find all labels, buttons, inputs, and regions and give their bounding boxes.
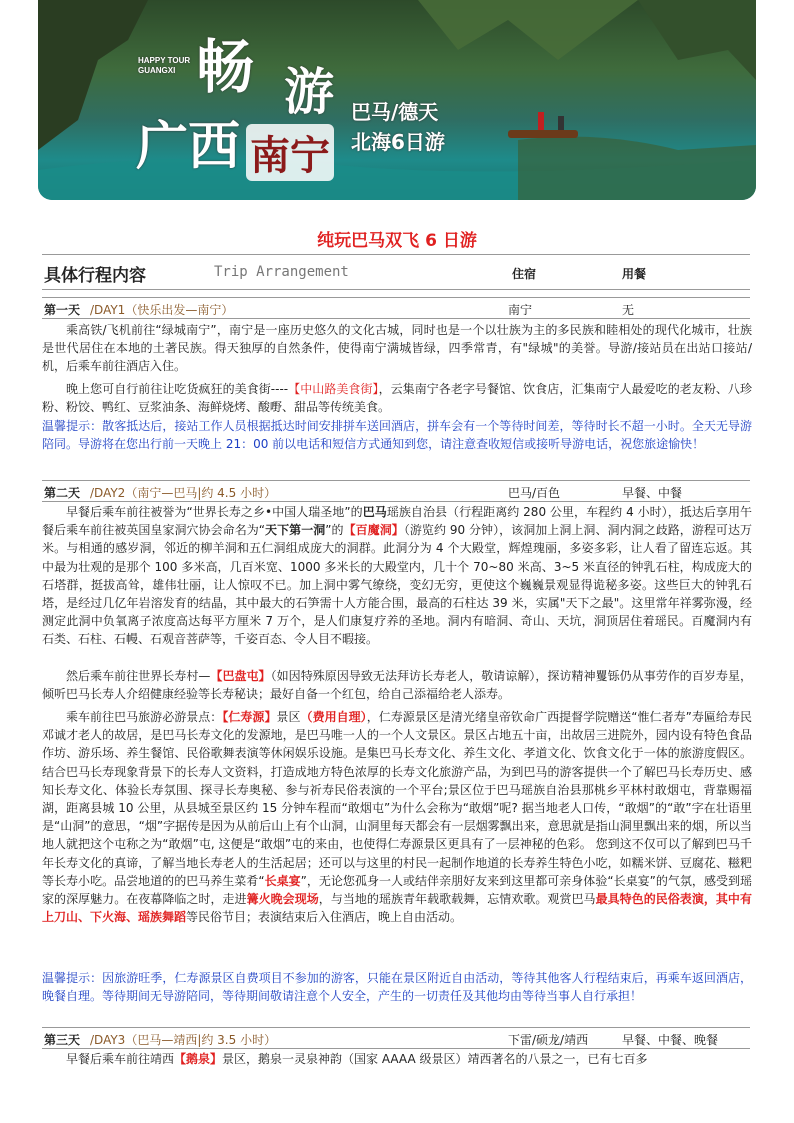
day3-number: 第三天 xyxy=(44,1033,81,1047)
day3-row xyxy=(42,1027,750,1049)
day1-paragraph-1: 乘高铁/飞机前往“绿城南宁”，南宁是一座历史悠久的文化古城，同时也是一个以壮族为主的多民族和睦相处的现代化城市，壮族是世代居住在本地的土著民族。得天独厚的自然条件，使得南宁满城皆绿，四季常青，有"绿城"的美誉。导游/接站员在出站口接站/机，后乘车前往酒店入住。 xyxy=(42,323,752,374)
day1-number: 第一天 xyxy=(44,303,81,317)
column-stay: 住宿 xyxy=(512,267,537,281)
section-header xyxy=(42,254,750,290)
day2-stay: 巴马/百色 xyxy=(508,486,561,500)
banner-nanning: 南宁 xyxy=(246,124,334,181)
day2-paragraph-1: 早餐后乘车前往被誉为“世界长寿之乡•中国人瑞圣地”的巴马瑶族自治县（行程距离约 280 公里，车程约 4 小时），抵达后享用午餐后乘车前往被英国皇家洞穴协会命名为“天下第一洞”的【百魔洞】（游览约 90 分钟），该洞加上洞上洞、洞内洞之歧路，游程可达万米。与相通的感岁洞，邻近的柳羊洞和五仁洞组成庞大的洞群。此洞分为 4 个大殿堂，辉煌瑰丽，多姿多彩，让人看了留连忘返。其中最为壮观的是那个 100 多米高，几百米宽、1000 多米长的大殿堂内，几十个 70~80 米高、3~5 米直径的钟乳石柱，构成庞大的石塔群，挺拔高耸，雄伟壮丽，让人惊叹不已。加上洞中雾气缭绕，变幻无穷，更使这个巍巍景观显得诡秘多姿。这些巨大的钟乳石塔，是经过几亿年岩溶发育的结晶，其中最大的石笋需十人方能合围，最高的石柱达 39 米，实属"天下之最"。这里常年祥雾弥漫，经测定此洞中负氧离子浓度高达每平方厘米 7 万个，是人们康复疗养的圣地。洞内有暗洞、奇山、天坑，洞顶居住着瑶民。百魔洞内有石类、石柱、石幔、石观音菩萨等，千姿百态、令人目不暇接。 xyxy=(42,505,752,647)
day3-meal: 早餐、中餐、晚餐 xyxy=(622,1033,719,1047)
column-meal: 用餐 xyxy=(622,267,647,281)
day1-tip: 温馨提示：散客抵达后，接站工作人员根据抵达时间安排拼车送回酒店，拼车会有一个等待时间差，等待时长不超一小时。全天无导游陪同。导游将在您出行前一天晚上 21：00 前以电话和短信方式通知到您，请注意查收短信或接听导游电话，祝您旅途愉快！ xyxy=(42,419,752,452)
banner-guangxi: 广西 xyxy=(136,117,241,177)
day2-row xyxy=(42,480,750,502)
day1-meal: 无 xyxy=(622,303,635,317)
day3-tag: /DAY3（巴马—靖西|约 3.5 小时） xyxy=(90,1033,277,1047)
day1-stay: 南宁 xyxy=(508,303,533,317)
banner-subtitle-2: 北海6日游 xyxy=(351,130,445,154)
day2-tag: /DAY2（南宁—巴马|约 4.5 小时） xyxy=(90,486,277,500)
banner-photo xyxy=(38,0,756,200)
day1-tag: /DAY1（快乐出发—南宁） xyxy=(90,303,234,317)
day1-paragraph-2: 晚上您可自行前往让吃货疯狂的美食街----【中山路美食街】，云集南宁各老字号餐馆、饮食店，汇集南宁人最爱吃的老友粉、八珍粉、粉饺、鸭红、豆浆油条、海鲜烧烤、酸嘢、甜品等传统美食。 xyxy=(42,382,752,415)
day3-stay: 下雷/硕龙/靖西 xyxy=(508,1033,589,1047)
day2-tip: 温馨提示：因旅游旺季，仁寿源景区自费项目不参加的游客，只能在景区附近自由活动，等待其他客人行程结束后，再乘车返回酒店，晚餐自理。等待期间无导游陪同，等待期间敬请注意个人安全，产生的一切责任及其他均由等待当事人自行承担！ xyxy=(42,971,752,1004)
day2-paragraph-3: 乘车前往巴马旅游必游景点：【仁寿源】景区（费用自理），仁寿源景区是清光绪皇帝钦命广西提督学院赠送“惟仁者寿”寿匾给寿民邓诚才老人的故居，是巴马长寿文化的发源地，是巴马唯一人的一个人文景区。景区占地五十亩，出故居三进院外，园内设有特色食品作坊、游乐场、养生餐馆、民俗歌舞表演等休闲娱乐设施。是集巴马长寿文化、养生文化、孝道文化、饮食文化于一体的旅游度假区。结合巴马长寿现象背景下的长寿人文资料，打造成地方特色浓厚的长寿文化旅游产品，为到巴马的游客提供一个了解巴马长寿历史、感知长寿文化、体验长寿氛围、探寻长寿奥秘、参与祈寿民俗表演的一个平台;景区位于巴马瑶族自治县那桃乡平林村敢烟屯，背靠赐福湖，距离县城 10 公里，从县城至景区约 15 分钟车程而“敢烟屯”为什么会称为“敢烟”呢? 据当地老人口传，“敢烟”的“敢”字在壮语里是“山洞”的意思，“烟”字据传是因为从前后山上有个山洞，山洞里每天都会有一层烟雾飘出来，意思就是指山洞里飘出来的烟，所以当地人就把这个屯称之为“敢烟”屯, 这便是“敢烟”屯的来由，也使得仁寿源景区更具有了一层神秘的色彩。 您到这不仅可以了解到巴马千年长寿文化的真谛，了解当地长寿老人的生活起居；还可以与这里的村民一起制作地道的长寿养生特色小吃，如糯米饼、豆腐花、糍粑等长寿小吃。品尝地道的的巴马养生菜肴“长桌宴”，无论您孤身一人或结伴亲朋好友来到这里都可亲身体验“长桌宴”的气氛，感受到瑶家的深厚魅力。在夜幕降临之时，走进篝火晚会现场，与当地的瑶族青年载歌载舞，忘情欢歌。观赏巴马最具特色的民俗表演，其中有上刀山、下火海、瑶族舞蹈等民俗节目；表演结束后入住酒店，晚上自由活动。 xyxy=(42,710,752,925)
page-title: 纯玩巴马双飞 6 日游 xyxy=(317,231,477,251)
day3-paragraph-1: 早餐后乘车前往靖西【鹅泉】景区，鹅泉一灵泉神韵（国家 AAAA 级景区）靖西著名的八景之一，已有七百多 xyxy=(66,1052,648,1066)
banner-you: 游 xyxy=(284,63,334,121)
day2-meal: 早餐、中餐 xyxy=(622,486,683,500)
section-title-en: Trip Arrangement xyxy=(214,264,349,280)
banner-happy-tour: HAPPY TOUR GUANGXI xyxy=(138,56,191,75)
section-title: 具体行程内容 xyxy=(44,266,146,286)
day2-paragraph-2: 然后乘车前往世界长寿村—【巴盘屯】（如因特殊原因导致无法拜访长寿老人，敬请谅解），探访精神矍铄仍从事劳作的百岁寿星，倾听巴马长寿人介绍健康经验等长寿秘诀；最好自备一个红包，给自己添福给老人添寿。 xyxy=(42,669,752,702)
banner-subtitle-1: 巴马/德天 xyxy=(351,100,439,124)
banner-chang: 畅 xyxy=(196,33,257,101)
day1-row xyxy=(42,297,750,319)
day2-number: 第二天 xyxy=(44,486,81,500)
